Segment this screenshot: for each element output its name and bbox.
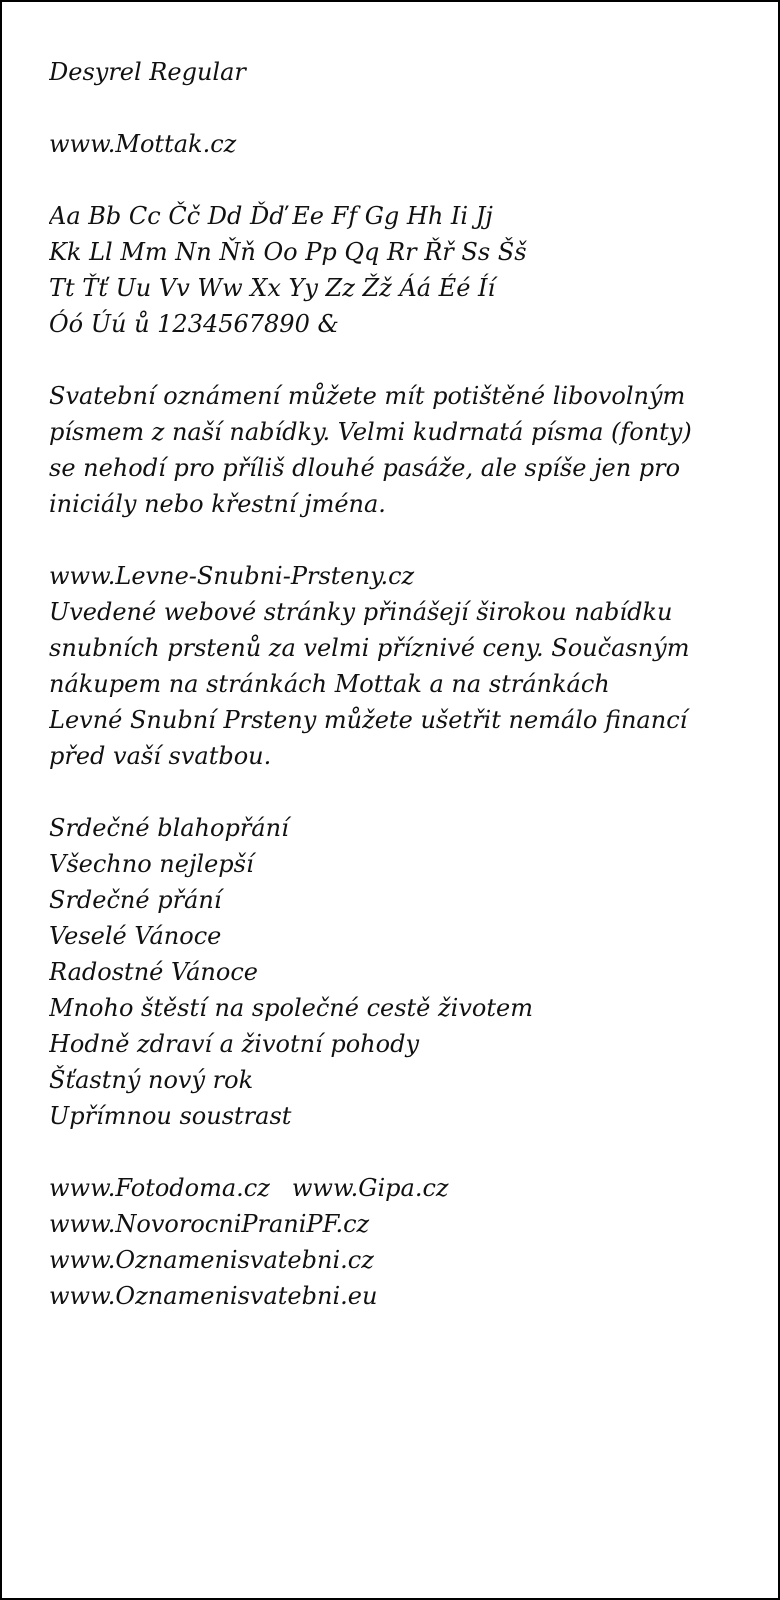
font-title-block (49, 54, 764, 90)
alphabet-line: Óó Úú ů 1234567890 & (49, 310, 339, 338)
wish-item: Všechno nejlepší (49, 850, 254, 878)
paragraph-line: Uvedené webové stránky přinášejí širokou nabídku (49, 598, 673, 626)
font-name: Desyrel Regular (49, 58, 246, 86)
paragraph-line: před vaší svatbou. (49, 742, 272, 770)
wish-item: Veselé Vánoce (49, 922, 222, 950)
link-novorocni: www.NovorocniPraniPF.cz (49, 1210, 370, 1238)
links-row (49, 1170, 764, 1206)
paragraph-line: Svatební oznámení můžete mít potištěné libovolným (49, 382, 686, 410)
wish-item: Srdečné přání (49, 886, 222, 914)
paragraph-line: www.Levne-Snubni-Prsteny.cz (49, 562, 415, 590)
paragraph-line: iniciály nebo křestní jména. (49, 490, 386, 518)
wish-item: Hodně zdraví a životní pohody (49, 1030, 419, 1058)
link-fotodoma: www.Fotodoma.cz (49, 1174, 270, 1202)
intro-paragraph (49, 378, 764, 522)
wish-item: Mnoho štěstí na společné cestě životem (49, 994, 533, 1022)
wish-item: Srdečné blahopřání (49, 814, 289, 842)
paragraph-line: nákupem na stránkách Mottak a na stránkách (49, 670, 610, 698)
alphabet-sample (49, 198, 764, 342)
site-block (49, 126, 764, 162)
alphabet-line: Aa Bb Cc Čč Dd Ďď Ee Ff Gg Hh Ii Jj (49, 202, 493, 230)
wish-item: Šťastný nový rok (49, 1066, 254, 1094)
wish-item: Radostné Vánoce (49, 958, 258, 986)
alphabet-line: Tt Ťť Uu Vv Ww Xx Yy Zz Žž Áá Éé Íí (49, 274, 496, 302)
wish-item: Upřímnou soustrast (49, 1102, 292, 1130)
rings-paragraph (49, 558, 764, 774)
links-list (49, 1170, 764, 1314)
link-gipa: www.Gipa.cz (291, 1174, 449, 1202)
paragraph-line: se nehodí pro příliš dlouhé pasáže, ale spíše jen pro (49, 454, 681, 482)
wishes-list (49, 810, 764, 1134)
alphabet-line: Kk Ll Mm Nn Ňň Oo Pp Qq Rr Řř Ss Šš (49, 238, 527, 266)
paragraph-line: snubních prstenů za velmi příznivé ceny. Současným (49, 634, 690, 662)
paragraph-line: Levné Snubní Prsteny můžete ušetřit nemálo financí (49, 706, 688, 734)
site-url: www.Mottak.cz (49, 130, 237, 158)
link-oznameni-cz: www.Oznamenisvatebni.cz (49, 1246, 374, 1274)
link-oznameni-eu: www.Oznamenisvatebni.eu (49, 1282, 378, 1310)
paragraph-line: písmem z naší nabídky. Velmi kudrnatá písma (fonty) (49, 418, 692, 446)
